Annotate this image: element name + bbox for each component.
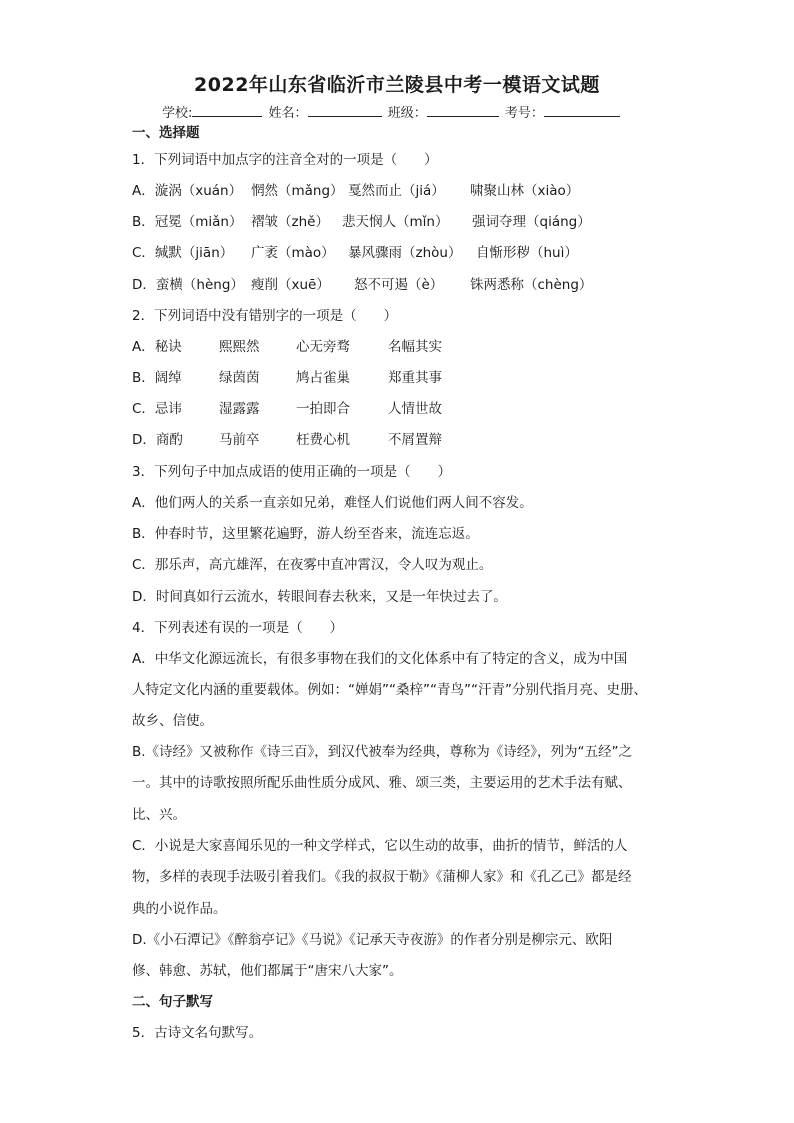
question-3-stem: 3．下列句子中加点成语的使用正确的一项是（ ） [132,464,452,480]
option-c-word-4: 人情世故 [388,401,442,417]
question-2-option-c[interactable] [132,400,532,418]
option-a-word-3: 戛然而止（jiá） [348,183,445,199]
section-heading-dictation: 二、句子默写 [132,994,213,1010]
option-a-word-4: 啸聚山林（xiào） [470,183,580,199]
section-heading-choice: 一、选择题 [132,125,200,141]
question-1-option-b[interactable] [132,213,772,231]
option-d-word-3: 枉费心机 [296,432,350,448]
option-b-line: 比、兴。 [132,807,186,823]
option-b-word-3: 鸠占雀巢 [296,370,350,386]
option-c-line: 物，多样的表现手法吸引着我们。《我的叔叔于勒》《蒲柳人家》和《孔乙己》都是经 [132,869,632,885]
option-c-word-1: C．缄默（jiān） [132,245,234,261]
option-b-word-3: 悲天悯人（mǐn） [342,214,449,230]
option-b-word-2: 绿茵茵 [219,370,260,386]
option-b-word-4: 郑重其事 [388,370,442,386]
option-a-word-1: A．秘诀 [132,339,182,355]
option-a-word-3: 心无旁骛 [296,339,350,355]
question-5-stem: 5．古诗文名句默写。 [132,1025,263,1041]
option-d-word-3: 怒不可遏（è） [354,277,444,293]
option-a-line: 故乡、信使。 [132,713,213,729]
question-3-option-d[interactable]: D．时间真如行云流水，转眼间春去秋来，又是一年快过去了。 [132,589,507,605]
option-c-word-3: 一拍即合 [296,401,350,417]
school-blank[interactable] [192,104,262,117]
question-4-stem: 4．下列表述有误的一项是（ ） [132,620,344,636]
option-c-line: 典的小说作品。 [132,901,227,917]
option-d-word-4: 铢两悉称（chèng） [470,277,593,293]
option-d-word-1: D．蛮横（hèng） [132,277,244,293]
option-c-word-3: 暴风骤雨（zhòu） [348,245,462,261]
option-c-word-2: 广袤（mào） [251,245,335,261]
number-blank[interactable] [544,104,620,117]
option-a-line: 人特定文化内涵的重要载体。例如：“婵娟”“桑梓”“青鸟”“汗青”分别代指月亮、史册、 [132,682,647,698]
name-blank[interactable] [308,104,382,117]
question-1-option-a[interactable] [132,182,772,200]
option-a-word-2: 熙熙然 [219,339,260,355]
option-d-line: D.《小石潭记》《醉翁亭记》《马说》《记承天寺夜游》的作者分别是柳宗元、欧阳 [132,932,613,948]
class-label: 班级： [387,106,427,121]
option-b-word-1: B．冠冕（miǎn） [132,214,243,230]
option-a-word-2: 惘然（mǎng） [251,183,344,199]
option-c-line: C．小说是大家喜闻乐见的一种文学样式，它以生动的故事，曲折的情节，鲜活的人 [132,838,628,854]
option-c-word-2: 湿露露 [219,401,260,417]
option-a-line: A．中华文化源远流长，有很多事物在我们的文化体系中有了特定的含义，成为中国 [132,651,628,667]
question-2-option-b[interactable] [132,369,532,387]
question-3-option-b[interactable]: B．仲春时节，这里繁花遍野，游人纷至沓来，流连忘返。 [132,526,479,542]
student-info-line [162,102,620,121]
option-c-word-1: C．忌讳 [132,401,182,417]
option-d-word-2: 马前卒 [219,432,260,448]
option-b-word-2: 褶皱（zhě） [251,214,329,230]
exam-title: 2022年山东省临沂市兰陵县中考一模语文试题 [194,74,600,96]
question-2-option-a[interactable] [132,338,532,356]
number-label: 考号： [504,106,544,121]
option-b-word-1: B．阔绰 [132,370,182,386]
question-1-stem: 1．下列词语中加点字的注音全对的一项是（ ） [132,152,438,168]
option-a-word-4: 名幅其实 [388,339,442,355]
option-d-word-1: D．商酌 [132,432,183,448]
question-2-stem: 2．下列词语中没有错别字的一项是（ ） [132,308,398,324]
option-d-line: 修、韩愈、苏轼，他们都属于“唐宋八大家”。 [132,963,403,979]
name-label: 姓名： [268,106,308,121]
school-label: 学校: [162,106,193,121]
option-c-word-4: 自惭形秽（huì） [476,245,578,261]
question-1-option-d[interactable] [132,276,772,294]
question-1-option-c[interactable] [132,244,772,262]
option-b-word-4: 强词夺理（qiáng） [472,214,591,230]
class-blank[interactable] [427,104,499,117]
option-b-line: 一。其中的诗歌按照所配乐曲性质分成风、雅、颂三类，主要运用的艺术手法有赋、 [132,775,632,791]
option-b-line: B.《诗经》又被称作《诗三百》，到汉代被奉为经典，尊称为《诗经》，列为“五经”之 [132,744,633,760]
option-d-word-4: 不屑置辩 [388,432,442,448]
option-a-word-1: A．漩涡（xuán） [132,183,243,199]
question-3-option-c[interactable]: C．那乐声，高亢雄浑，在夜雾中直冲霄汉，令人叹为观止。 [132,557,493,573]
option-d-word-2: 瘦削（xuē） [251,277,330,293]
question-2-option-d[interactable] [132,431,532,449]
question-3-option-a[interactable]: A．他们两人的关系一直亲如兄弟，难怪人们说他们两人间不容发。 [132,495,533,511]
